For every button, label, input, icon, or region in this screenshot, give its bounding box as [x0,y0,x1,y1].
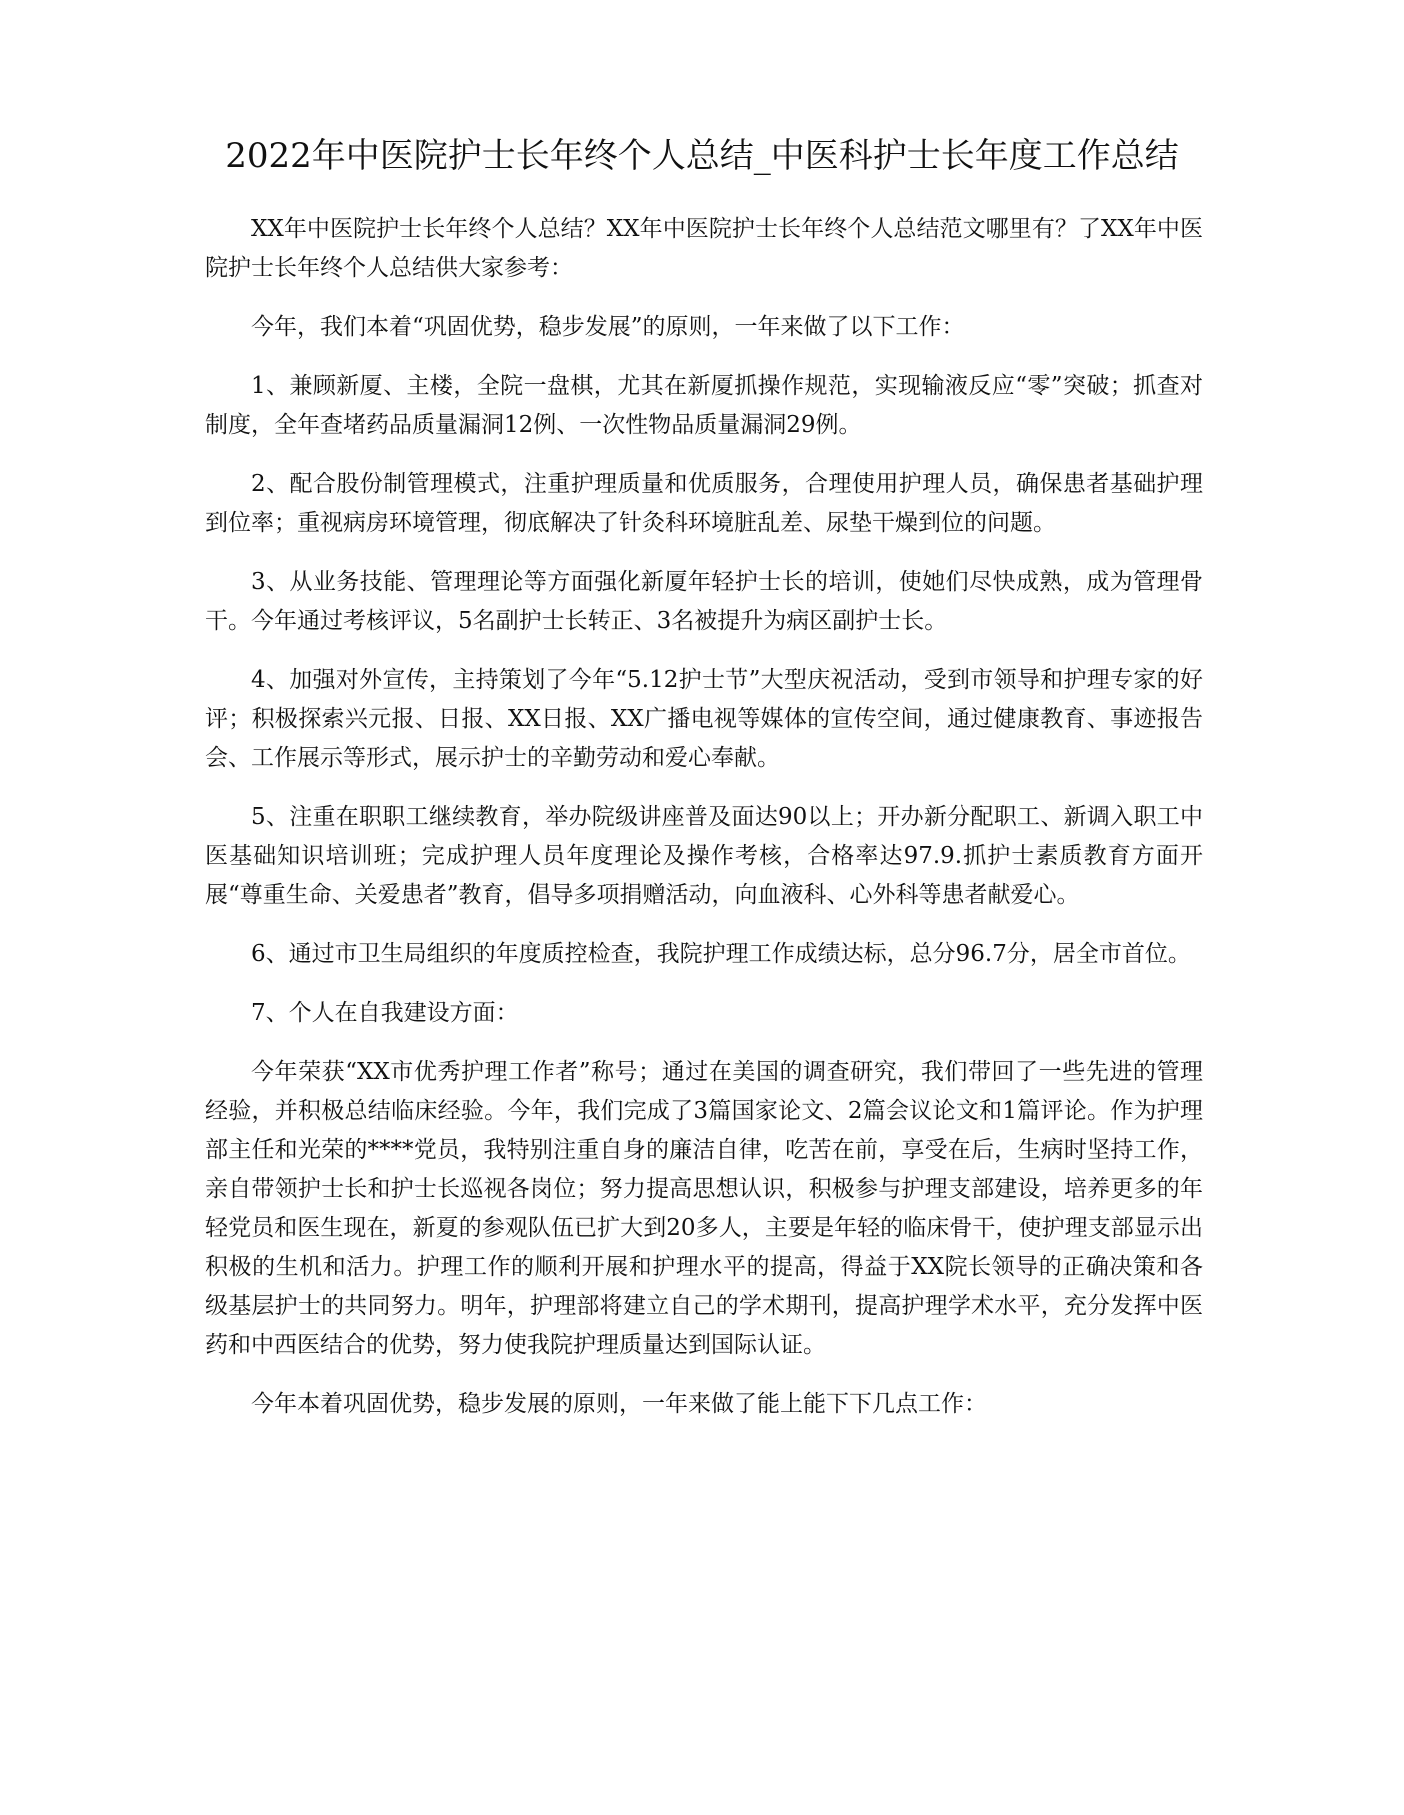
paragraph-item-3: 3、从业务技能、管理理论等方面强化新厦年轻护士长的培训，使她们尽快成熟，成为管理骨干。今年通过考核评议，5名副护士长转正、3名被提升为病区副护士长。 [205,569,1203,634]
paragraph-item-6: 6、通过市卫生局组织的年度质控检查，我院护理工作成绩达标，总分96.7分，居全市首位。 [251,941,1191,967]
paragraph-item-7: 7、个人在自我建设方面： [251,1000,519,1026]
paragraph-principle: 今年，我们本着“巩固优势，稳步发展”的原则，一年来做了以下工作： [251,314,965,340]
document-title: 2022年中医院护士长年终个人总结_中医科护士长年度工作总结 [225,136,1179,176]
paragraph-closing: 今年本着巩固优势，稳步发展的原则，一年来做了能上能下下几点工作： [251,1391,987,1417]
document-body [205,210,1203,1444]
paragraph-item-1: 1、兼顾新厦、主楼，全院一盘棋，尤其在新厦抓操作规范，实现输液反应“零”突破；抓查对制度，全年查堵药品质量漏洞12例、一次性物品质量漏洞29例。 [205,373,1203,438]
paragraph-intro: XX年中医院护士长年终个人总结？XX年中医院护士长年终个人总结范文哪里有？了XX年中医院护士长年终个人总结供大家参考： [205,216,1203,281]
paragraph-item-2: 2、配合股份制管理模式，注重护理质量和优质服务，合理使用护理人员，确保患者基础护理到位率；重视病房环境管理，彻底解决了针灸科环境脏乱差、尿垫干燥到位的问题。 [205,471,1203,536]
paragraph-item-5: 5、注重在职职工继续教育，举办院级讲座普及面达90以上；开办新分配职工、新调入职工中医基础知识培训班；完成护理人员年度理论及操作考核，合格率达97.9.抓护士素质教育方面开展“尊重生命、关爱患者”教育，倡导多项捐赠活动，向血液科、心外科等患者献爱心。 [205,804,1203,908]
paragraph-item-4: 4、加强对外宣传，主持策划了今年“5.12护士节”大型庆祝活动，受到市领导和护理专家的好评；积极探索兴元报、日报、XX日报、XX广播电视等媒体的宣传空间，通过健康教育、事迹报告会、工作展示等形式，展示护士的辛勤劳动和爱心奉献。 [205,667,1203,771]
paragraph-personal: 今年荣获“XX市优秀护理工作者”称号；通过在美国的调查研究，我们带回了一些先进的管理经验，并积极总结临床经验。今年，我们完成了3篇国家论文、2篇会议论文和1篇评论。作为护理部主任和光荣的****党员，我特别注重自身的廉洁自律，吃苦在前，享受在后，生病时坚持工作，亲自带领护士长和护士长巡视各岗位；努力提高思想认识，积极参与护理支部建设，培养更多的年轻党员和医生现在，新夏的参观队伍已扩大到20多人，主要是年轻的临床骨干，使护理支部显示出积极的生机和活力。护理工作的顺利开展和护理水平的提高，得益于XX院长领导的正确决策和各级基层护士的共同努力。明年，护理部将建立自己的学术期刊，提高护理学术水平，充分发挥中医药和中西医结合的优势，努力使我院护理质量达到国际认证。 [205,1059,1203,1358]
